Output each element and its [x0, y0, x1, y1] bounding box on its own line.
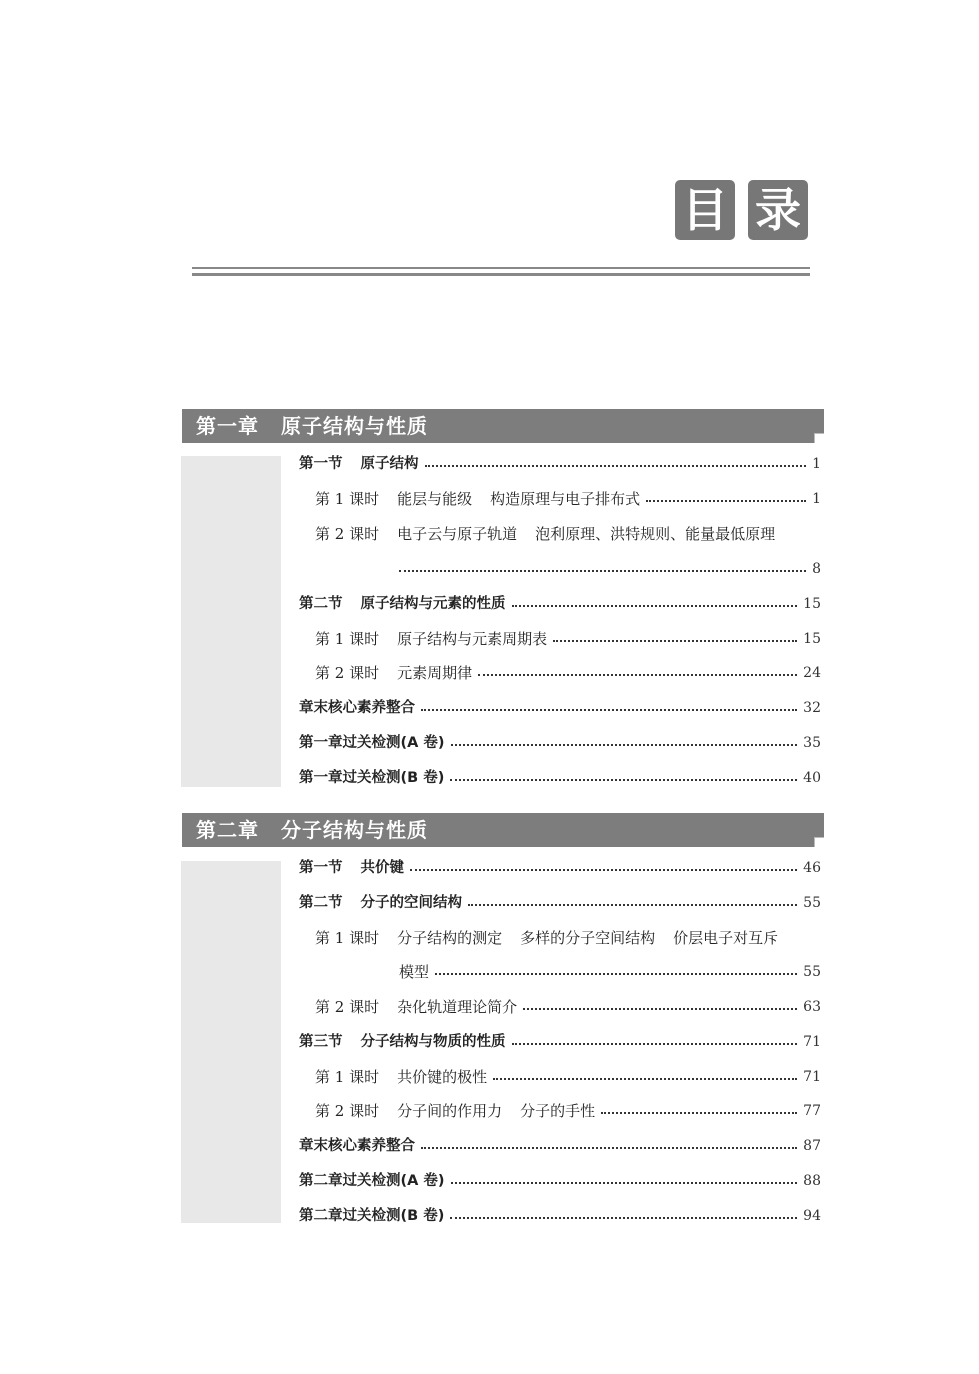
toc-entry[interactable]: 第二章过关检测(A 卷) 88: [299, 1173, 821, 1189]
toc-entry[interactable]: 第一节 原子结构 1: [299, 456, 821, 472]
toc-entry[interactable]: 章末核心素养整合 87: [299, 1138, 821, 1154]
chapter-1-side-panel: [181, 456, 281, 787]
chapter-1-name: 原子结构与性质: [281, 414, 428, 438]
toc-entry[interactable]: 第三节 分子结构与物质的性质 71: [299, 1034, 821, 1050]
chapter-2-header: [182, 813, 706, 847]
toc-entry[interactable]: 第 2 课时 分子间的作用力 分子的手性 77: [315, 1102, 821, 1120]
toc-entry[interactable]: 第一章过关检测(A 卷) 35: [299, 735, 821, 751]
toc-entry[interactable]: 第 1 课时 原子结构与元素周期表 15: [315, 630, 821, 648]
chapter-1-number: 第一章: [196, 414, 259, 438]
title-char-mu: 目: [675, 180, 735, 240]
title-rule-bottom: [192, 273, 810, 276]
chapter-2-number: 第二章: [196, 818, 259, 842]
chapter-2-title: [196, 813, 428, 847]
chapter-2-name: 分子结构与性质: [281, 818, 428, 842]
toc-entry[interactable]: 第二节 原子结构与元素的性质 15: [299, 596, 821, 612]
toc-entry[interactable]: 第二章过关检测(B 卷) 94: [299, 1208, 821, 1224]
toc-entry-continuation[interactable]: 8: [399, 554, 821, 584]
chapter-1-header: [182, 409, 706, 443]
toc-entry[interactable]: 第一章过关检测(B 卷) 40: [299, 770, 821, 786]
toc-entry[interactable]: 第 1 课时 能层与能级 构造原理与电子排布式 1: [315, 490, 821, 508]
toc-entry[interactable]: 第 2 课时 电子云与原子轨道 泡利原理、洪特规则、能量最低原理: [315, 525, 776, 543]
toc-entry[interactable]: 第 1 课时 分子结构的测定 多样的分子空间结构 价层电子对互斥: [315, 929, 779, 947]
toc-entry[interactable]: 第 2 课时 杂化轨道理论简介 63: [315, 998, 821, 1016]
toc-entry-continuation[interactable]: 模型 55: [399, 963, 821, 981]
chapter-2-side-panel: [181, 861, 281, 1223]
toc-entry[interactable]: 第 2 课时 元素周期律 24: [315, 664, 821, 682]
toc-entry[interactable]: 第 1 课时 共价键的极性 71: [315, 1068, 821, 1086]
toc-entry[interactable]: 第二节 分子的空间结构 55: [299, 895, 821, 911]
toc-entry[interactable]: 第一节 共价键 46: [299, 860, 821, 876]
title-char-lu: 录: [748, 180, 808, 240]
toc-entry[interactable]: 章末核心素养整合 32: [299, 700, 821, 716]
title-rule-top: [192, 267, 810, 269]
chapter-1-title: [196, 409, 428, 443]
